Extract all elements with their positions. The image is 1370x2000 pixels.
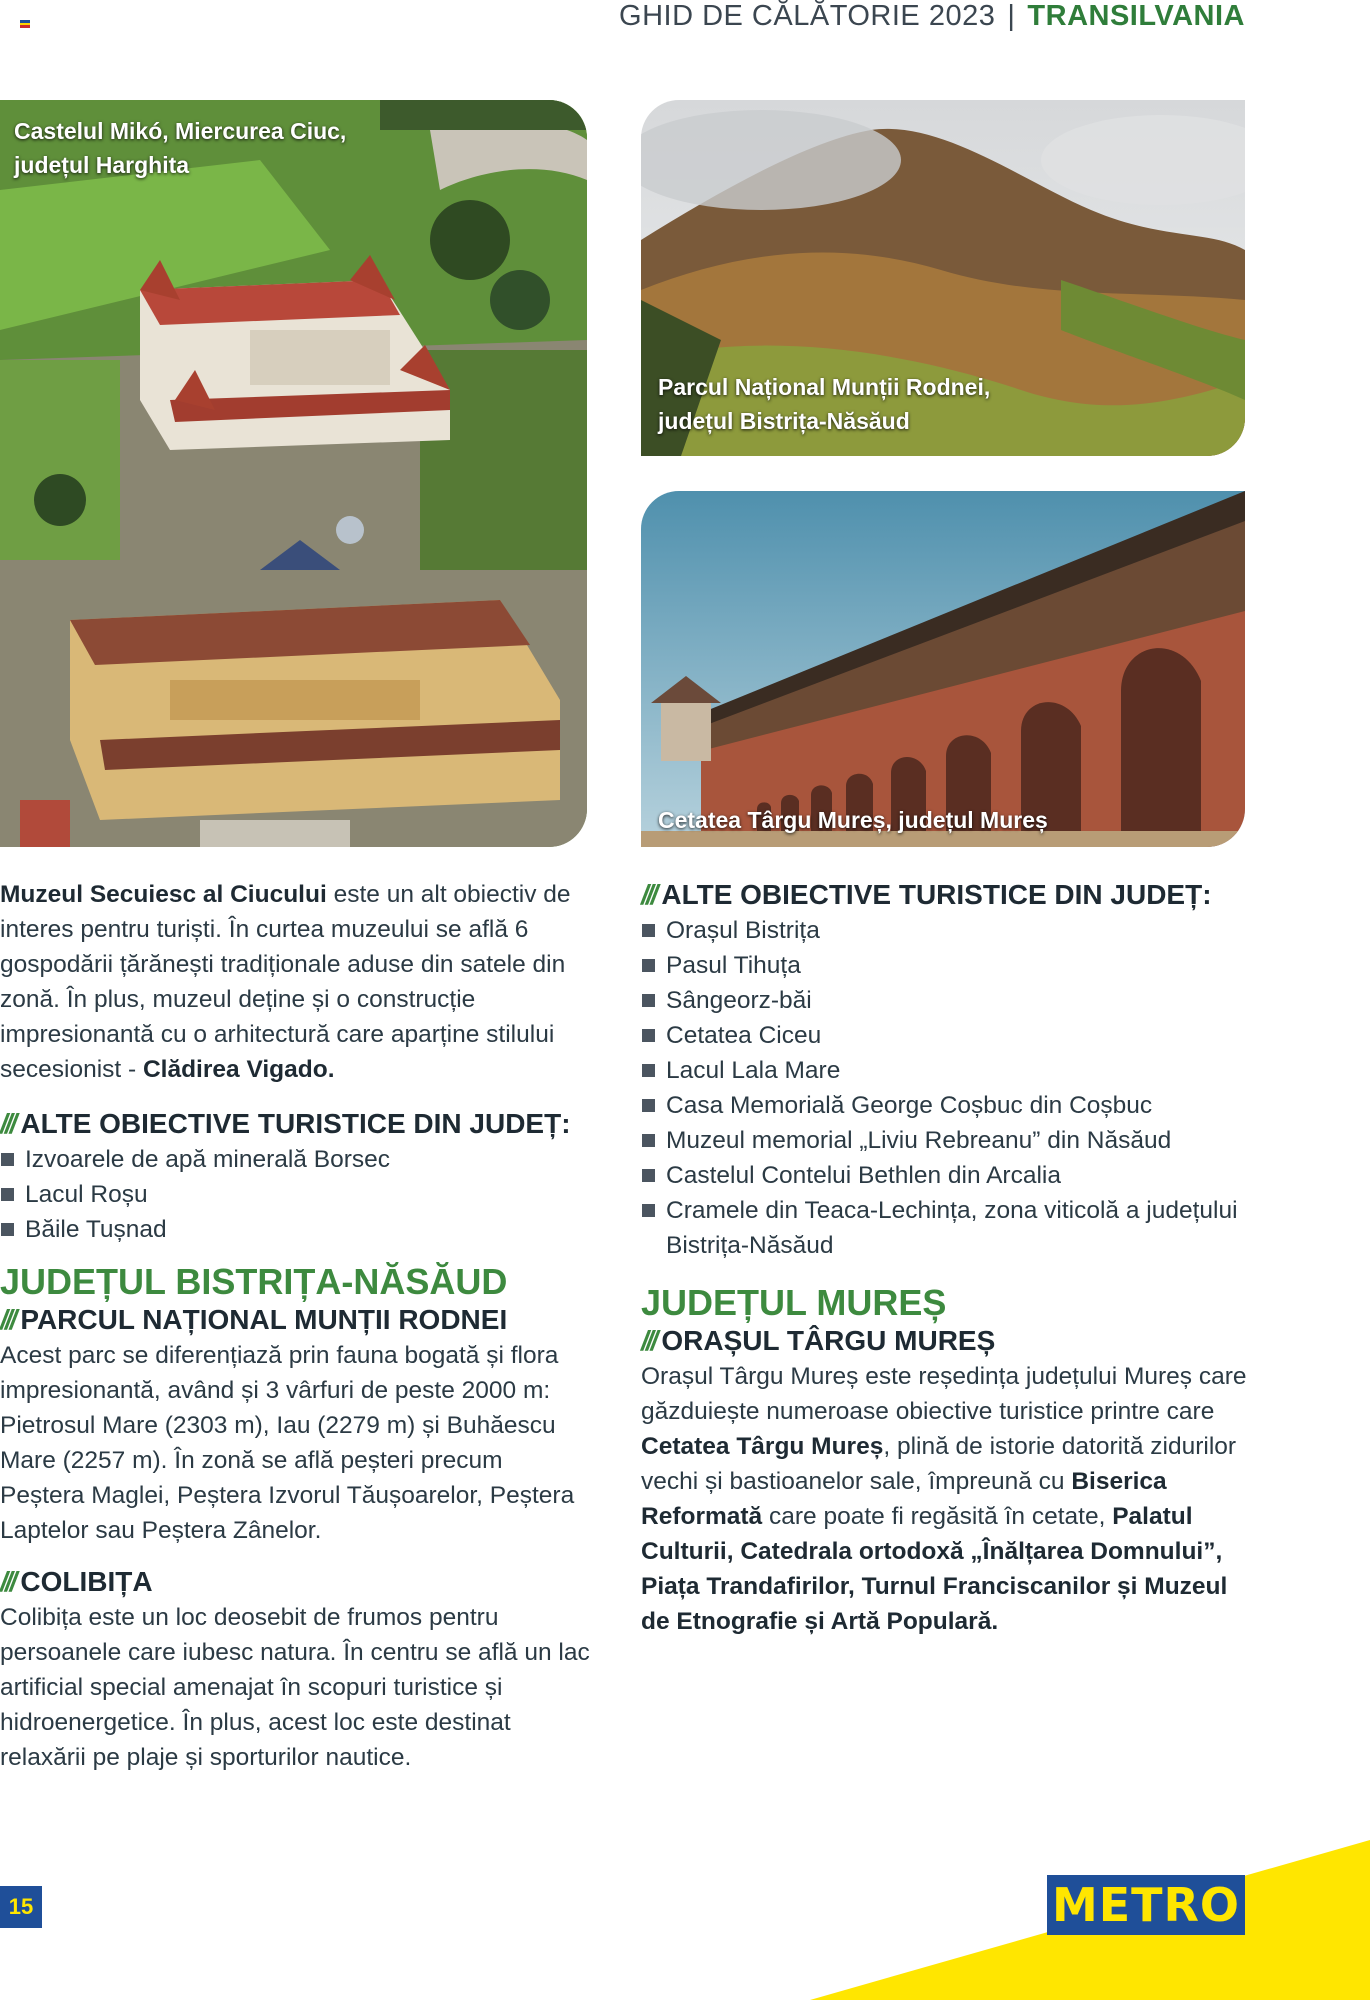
right-alte-heading-text: ALTE OBIECTIVE TURISTICE DIN JUDEȚ: [661, 879, 1212, 910]
city-heading-text: ORAȘUL TÂRGU MUREȘ [661, 1325, 996, 1356]
slash-mark-icon: /// [0, 1566, 15, 1597]
park-heading [0, 1302, 590, 1338]
photo1-caption-line1: Castelul Mikó, Miercurea Ciuc, [14, 118, 347, 144]
list-item: Casa Memorială George Coșbuc din Coșbuc [641, 1088, 1256, 1123]
left-alte-list [0, 1142, 590, 1247]
page-header [619, 0, 1245, 33]
city-text-2: , plină de istorie datorită zidurilor vechi și bastioanelor sale, împreună cu [641, 1433, 1237, 1495]
page-number: 15 [0, 1886, 42, 1928]
list-item: Izvoarele de apă minerală Borsec [0, 1142, 590, 1177]
colibita-paragraph: Colibița este un loc deosebit de frumos pentru persoanele care iubesc natura. În centru se află un lac artificial special amenajat în scopuri turistice și hidroenergetice. În plus, acest loc este destinat relaxării pe plaje și sporturilor nautice. [0, 1604, 590, 1771]
castle-aerial-image [0, 100, 587, 847]
list-item: Băile Tușnad [0, 1212, 590, 1247]
photo-muntii-rodnei [641, 100, 1245, 456]
photo3-caption-line1: Cetatea Târgu Mureș, județul Mureș [658, 807, 1048, 833]
left-alte-heading-text: ALTE OBIECTIVE TURISTICE DIN JUDEȚ: [20, 1108, 571, 1139]
photo-cetatea-targu-mures [641, 491, 1245, 847]
photo2-caption-line1: Parcul Național Munții Rodnei, [658, 374, 991, 400]
intro-text: este un alt obiectiv de interes pentru turiști. În curtea muzeului se află 6 gospodării țărănești tradiționale aduse din satele din zonă. În plus, muzeul deține și o construcție impresionantă cu o arhitectură care aparține stilului secesionist - [0, 881, 571, 1083]
list-item: Pasul Tihuța [641, 948, 1256, 983]
intro-bold-end: Clădirea Vigado. [142, 1056, 335, 1083]
list-item: Orașul Bistrița [641, 913, 1256, 948]
list-item: Cetatea Ciceu [641, 1018, 1256, 1053]
city-heading [641, 1323, 1256, 1359]
photo2-caption [658, 370, 990, 438]
right-alte-heading [641, 877, 1256, 913]
fortress-image [641, 491, 1245, 847]
county-title-bistrita: JUDEȚUL BISTRIȚA-NĂSĂUD [0, 1261, 508, 1302]
slash-mark-icon: /// [0, 1304, 15, 1335]
park-heading-text: PARCUL NAȚIONAL MUNȚII RODNEI [20, 1304, 508, 1335]
slash-mark-icon: /// [641, 879, 656, 910]
city-paragraph [641, 1359, 1256, 1639]
photo1-caption-line2: județul Harghita [14, 152, 190, 178]
left-column [0, 877, 590, 1775]
photo2-caption-line2: județul Bistrița-Năsăud [658, 408, 910, 434]
photo-castelul-miko [0, 100, 587, 847]
guide-title: GHID DE CĂLĂTORIE 2023 [619, 0, 996, 32]
city-text-1: Orașul Târgu Mureș este reședința județului Mureș care găzduiește numeroase obiective turistice printre care [641, 1363, 1247, 1425]
list-item: Castelul Contelui Bethlen din Arcalia [641, 1158, 1256, 1193]
right-alte-list [641, 913, 1256, 1263]
list-item: Muzeul memorial „Liviu Rebreanu” din Năsăud [641, 1123, 1256, 1158]
metro-logo [1047, 1875, 1245, 1935]
park-paragraph: Acest parc se diferențiază prin fauna bogată și flora impresionantă, având și 3 vârfuri de peste 2000 m: Pietrosul Mare (2303 m), Iau (2279 m) și Buhăescu Mare (2257 m). În zonă se află peșteri precum Peștera Maglei, Peștera Izvorul Tăușoarelor, Peștera Laptelor sau Peștera Zânelor. [0, 1342, 575, 1544]
right-column [641, 877, 1256, 1639]
region-title: TRANSILVANIA [1027, 0, 1245, 32]
county-title-mures: JUDEȚUL MUREȘ [641, 1282, 947, 1323]
header-separator: | [1007, 0, 1016, 32]
photo3-caption [658, 803, 1048, 837]
language-flag-icon [20, 20, 30, 28]
photo1-caption [14, 114, 346, 182]
list-item: Cramele din Teaca-Lechința, zona viticolă a județului Bistrița-Năsăud [641, 1193, 1256, 1263]
slash-mark-icon: /// [641, 1325, 656, 1356]
city-text-3: care poate fi regăsită în cetate, [762, 1503, 1113, 1530]
metro-logo-text: METRO [1051, 1878, 1241, 1932]
city-bold-1: Cetatea Târgu Mureș [641, 1433, 884, 1460]
colibita-heading [0, 1564, 590, 1600]
city-bold-2: Biserica Reformată [641, 1468, 1167, 1530]
city-bold-3: Palatul Culturii, Catedrala ortodoxă „Înălțarea Domnului”, Piața Trandafirilor, Turnul Franciscanilor și Muzeul de Etnografie și Artă Populară. [641, 1503, 1228, 1635]
intro-bold-start: Muzeul Secuiesc al Ciucului [0, 881, 327, 908]
slash-mark-icon: /// [0, 1108, 15, 1139]
list-item: Sângeorz-băi [641, 983, 1256, 1018]
list-item: Lacul Lala Mare [641, 1053, 1256, 1088]
list-item: Lacul Roșu [0, 1177, 590, 1212]
intro-paragraph [0, 877, 590, 1087]
colibita-heading-text: COLIBIȚA [20, 1566, 153, 1597]
left-alte-heading [0, 1106, 590, 1142]
